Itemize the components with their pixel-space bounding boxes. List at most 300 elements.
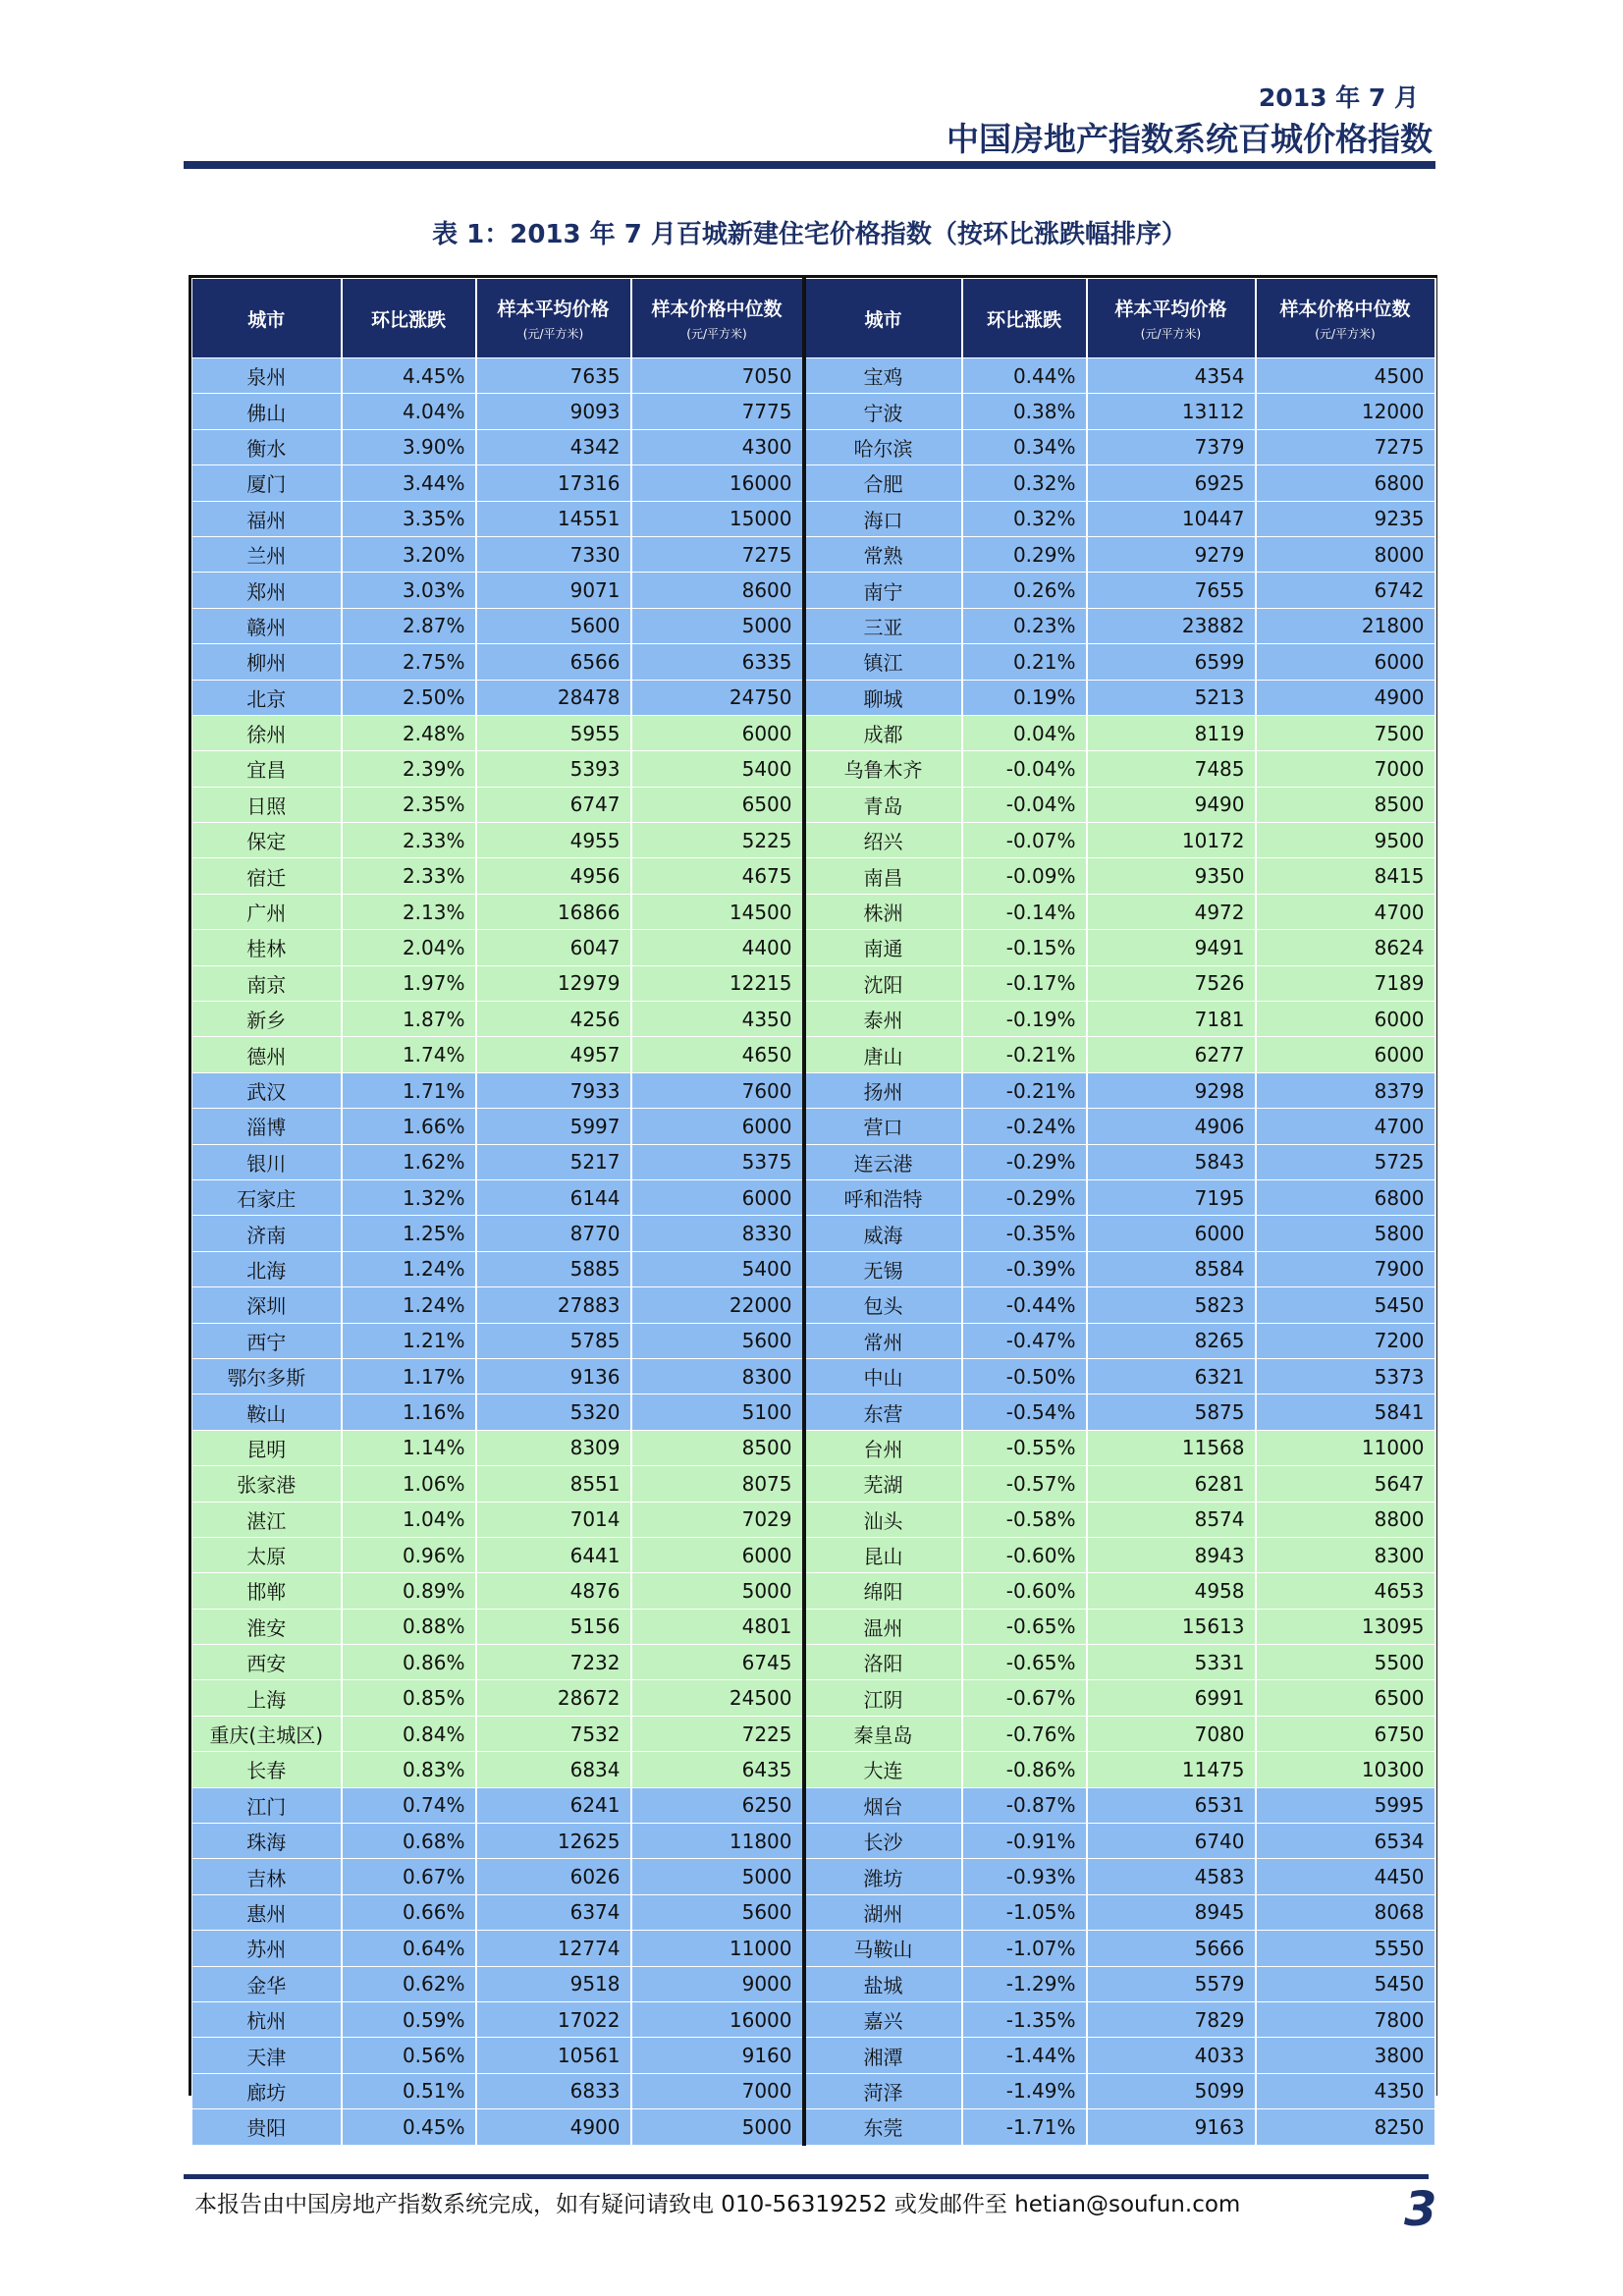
cell-median-price: 22000 (631, 1287, 804, 1323)
cell-avg-price: 14551 (476, 501, 631, 536)
cell-change: 2.35% (342, 787, 476, 822)
cell-median-price: 8415 (1256, 858, 1435, 894)
cell-change: -0.86% (962, 1752, 1087, 1787)
cell-change: 1.04% (342, 1502, 476, 1537)
table-row (192, 1824, 1435, 1859)
cell-change: 1.17% (342, 1358, 476, 1394)
cell-median-price: 6745 (631, 1645, 804, 1680)
cell-change: 2.13% (342, 894, 476, 929)
cell-change: 0.21% (962, 644, 1087, 680)
cell-median-price: 6750 (1256, 1716, 1435, 1751)
cell-avg-price: 5579 (1087, 1966, 1256, 2001)
cell-median-price: 4300 (631, 429, 804, 465)
table-row (192, 1216, 1435, 1251)
cell-change: -0.21% (962, 1072, 1087, 1108)
cell-median-price: 13095 (1256, 1609, 1435, 1644)
cell-change: 0.59% (342, 2001, 476, 2037)
cell-city: 湘潭 (804, 2038, 962, 2073)
cell-change: -0.65% (962, 1645, 1087, 1680)
cell-median-price: 8624 (1256, 930, 1435, 965)
cell-change: -0.24% (962, 1109, 1087, 1144)
cell-median-price: 7275 (1256, 429, 1435, 465)
cell-avg-price: 5823 (1087, 1287, 1256, 1323)
cell-city: 三亚 (804, 608, 962, 643)
table-row (192, 1931, 1435, 1966)
cell-city: 珠海 (192, 1824, 342, 1859)
cell-avg-price: 7195 (1087, 1179, 1256, 1215)
cell-avg-price: 5099 (1087, 2073, 1256, 2108)
cell-change: 0.96% (342, 1537, 476, 1572)
col-header-avg-price (476, 279, 631, 358)
cell-median-price: 5647 (1256, 1466, 1435, 1502)
cell-change: 1.87% (342, 1002, 476, 1037)
cell-avg-price: 6374 (476, 1894, 631, 1930)
cell-avg-price: 6925 (1087, 465, 1256, 501)
cell-avg-price: 5156 (476, 1609, 631, 1644)
cell-change: 0.86% (342, 1645, 476, 1680)
cell-median-price: 4700 (1256, 1109, 1435, 1144)
cell-median-price: 11000 (631, 1931, 804, 1966)
cell-avg-price: 9163 (1087, 2109, 1256, 2145)
table-row (192, 858, 1435, 894)
cell-change: -0.39% (962, 1251, 1087, 1286)
cell-change: -0.15% (962, 930, 1087, 965)
cell-avg-price: 10561 (476, 2038, 631, 2073)
table-row (192, 715, 1435, 750)
cell-change: -0.55% (962, 1430, 1087, 1465)
cell-avg-price: 9093 (476, 394, 631, 429)
cell-median-price: 8300 (1256, 1537, 1435, 1572)
cell-avg-price: 5217 (476, 1144, 631, 1179)
cell-median-price: 12000 (1256, 394, 1435, 429)
col-header-unit: (元/平方米) (1315, 327, 1376, 341)
cell-avg-price: 6000 (1087, 1216, 1256, 1251)
cell-avg-price: 8945 (1087, 1894, 1256, 1930)
col-header-avg-price-label: 样本平均价格 (1114, 299, 1227, 320)
cell-median-price: 6500 (631, 787, 804, 822)
cell-city: 苏州 (192, 1931, 342, 1966)
cell-change: -0.57% (962, 1466, 1087, 1502)
cell-avg-price: 7829 (1087, 2001, 1256, 2037)
cell-avg-price: 23882 (1087, 608, 1256, 643)
cell-change: -0.09% (962, 858, 1087, 894)
cell-avg-price: 4876 (476, 1573, 631, 1609)
cell-median-price: 6500 (1256, 1680, 1435, 1716)
cell-city: 南宁 (804, 573, 962, 608)
cell-change: 3.35% (342, 501, 476, 536)
cell-city: 西安 (192, 1645, 342, 1680)
table-row (192, 1430, 1435, 1465)
cell-avg-price: 4957 (476, 1037, 631, 1072)
cell-city: 呼和浩特 (804, 1179, 962, 1215)
cell-median-price: 5100 (631, 1394, 804, 1430)
cell-change: 0.44% (962, 358, 1087, 394)
cell-median-price: 7200 (1256, 1323, 1435, 1358)
cell-median-price: 5000 (631, 1573, 804, 1609)
col-header-unit: (元/平方米) (1140, 327, 1202, 341)
cell-change: 2.39% (342, 751, 476, 787)
cell-city: 日照 (192, 787, 342, 822)
cell-city: 温州 (804, 1609, 962, 1644)
table-row (192, 1002, 1435, 1037)
col-header-median-price (1256, 279, 1435, 358)
cell-avg-price: 8574 (1087, 1502, 1256, 1537)
col-header-median-price-label: 样本价格中位数 (1279, 299, 1411, 320)
col-header-city: 城市 (192, 279, 342, 358)
cell-median-price: 6000 (1256, 644, 1435, 680)
cell-city: 大连 (804, 1752, 962, 1787)
cell-median-price: 6250 (631, 1787, 804, 1823)
cell-city: 绵阳 (804, 1573, 962, 1609)
cell-avg-price: 4956 (476, 858, 631, 894)
cell-change: 1.21% (342, 1323, 476, 1358)
cell-avg-price: 6991 (1087, 1680, 1256, 1716)
cell-median-price: 16000 (631, 465, 804, 501)
cell-avg-price: 11568 (1087, 1430, 1256, 1465)
cell-change: 0.68% (342, 1824, 476, 1859)
cell-city: 宝鸡 (804, 358, 962, 394)
cell-city: 金华 (192, 1966, 342, 2001)
cell-median-price: 4650 (631, 1037, 804, 1072)
cell-change: -0.60% (962, 1537, 1087, 1572)
cell-city: 包头 (804, 1287, 962, 1323)
cell-city: 菏泽 (804, 2073, 962, 2108)
cell-avg-price: 8265 (1087, 1323, 1256, 1358)
cell-median-price: 8600 (631, 573, 804, 608)
cell-city: 郑州 (192, 573, 342, 608)
cell-change: 2.48% (342, 715, 476, 750)
table-row (192, 1752, 1435, 1787)
cell-avg-price: 5875 (1087, 1394, 1256, 1430)
cell-city: 邯郸 (192, 1573, 342, 1609)
cell-city: 上海 (192, 1680, 342, 1716)
cell-avg-price: 13112 (1087, 394, 1256, 429)
cell-avg-price: 10447 (1087, 501, 1256, 536)
cell-change: 1.14% (342, 1430, 476, 1465)
cell-avg-price: 6566 (476, 644, 631, 680)
cell-median-price: 5600 (631, 1894, 804, 1930)
cell-avg-price: 5997 (476, 1109, 631, 1144)
cell-median-price: 6000 (631, 1109, 804, 1144)
cell-city: 德州 (192, 1037, 342, 1072)
cell-city: 宜昌 (192, 751, 342, 787)
cell-city: 银川 (192, 1144, 342, 1179)
table-row (192, 1716, 1435, 1751)
cell-median-price: 6800 (1256, 1179, 1435, 1215)
cell-change: -0.76% (962, 1716, 1087, 1751)
cell-change: 1.74% (342, 1037, 476, 1072)
cell-median-price: 5550 (1256, 1931, 1435, 1966)
cell-change: 0.64% (342, 1931, 476, 1966)
cell-median-price: 5600 (631, 1323, 804, 1358)
cell-avg-price: 5843 (1087, 1144, 1256, 1179)
cell-change: 3.03% (342, 573, 476, 608)
col-header-avg-price-label: 样本平均价格 (497, 299, 610, 320)
cell-city: 江阴 (804, 1680, 962, 1716)
cell-city: 长沙 (804, 1824, 962, 1859)
cell-change: -0.60% (962, 1573, 1087, 1609)
cell-median-price: 8075 (631, 1466, 804, 1502)
cell-city: 衡水 (192, 429, 342, 465)
cell-avg-price: 6277 (1087, 1037, 1256, 1072)
cell-avg-price: 10172 (1087, 823, 1256, 858)
cell-city: 汕头 (804, 1502, 962, 1537)
cell-median-price: 9500 (1256, 823, 1435, 858)
table-row (192, 1573, 1435, 1609)
table-row (192, 608, 1435, 643)
cell-median-price: 6800 (1256, 465, 1435, 501)
cell-avg-price: 11475 (1087, 1752, 1256, 1787)
cell-city: 南通 (804, 930, 962, 965)
table-row (192, 1394, 1435, 1430)
footer-note: 本报告由中国房地产指数系统完成，如有疑问请致电 010-56319252 或发邮件至 hetian@soufun.com (194, 2192, 1241, 2217)
cell-city: 江门 (192, 1787, 342, 1823)
cell-city: 营口 (804, 1109, 962, 1144)
cell-avg-price: 4033 (1087, 2038, 1256, 2073)
cell-avg-price: 9136 (476, 1358, 631, 1394)
cell-city: 北京 (192, 680, 342, 715)
cell-avg-price: 6047 (476, 930, 631, 965)
cell-city: 合肥 (804, 465, 962, 501)
cell-change: 0.51% (342, 2073, 476, 2108)
cell-change: 2.33% (342, 858, 476, 894)
cell-city: 连云港 (804, 1144, 962, 1179)
cell-change: 0.88% (342, 1609, 476, 1644)
cell-change: 1.62% (342, 1144, 476, 1179)
table-row (192, 1037, 1435, 1072)
cell-city: 中山 (804, 1358, 962, 1394)
cell-avg-price: 27883 (476, 1287, 631, 1323)
cell-median-price: 15000 (631, 501, 804, 536)
cell-change: -0.07% (962, 823, 1087, 858)
table-row (192, 1144, 1435, 1179)
cell-median-price: 9160 (631, 2038, 804, 2073)
cell-change: 2.33% (342, 823, 476, 858)
cell-city: 石家庄 (192, 1179, 342, 1215)
cell-city: 无锡 (804, 1251, 962, 1286)
table-row (192, 573, 1435, 608)
table-row (192, 2001, 1435, 2037)
cell-avg-price: 5785 (476, 1323, 631, 1358)
cell-avg-price: 5666 (1087, 1931, 1256, 1966)
cell-avg-price: 16866 (476, 894, 631, 929)
cell-avg-price: 8309 (476, 1430, 631, 1465)
cell-avg-price: 6834 (476, 1752, 631, 1787)
table-row (192, 1072, 1435, 1108)
cell-avg-price: 4900 (476, 2109, 631, 2145)
cell-median-price: 7000 (631, 2073, 804, 2108)
cell-city: 廊坊 (192, 2073, 342, 2108)
cell-avg-price: 6241 (476, 1787, 631, 1823)
cell-change: 0.34% (962, 429, 1087, 465)
cell-median-price: 12215 (631, 965, 804, 1001)
cell-avg-price: 7080 (1087, 1716, 1256, 1751)
cell-city: 唐山 (804, 1037, 962, 1072)
cell-avg-price: 9071 (476, 573, 631, 608)
cell-median-price: 7800 (1256, 2001, 1435, 2037)
cell-change: -0.14% (962, 894, 1087, 929)
cell-median-price: 3800 (1256, 2038, 1435, 2073)
cell-change: -0.19% (962, 1002, 1087, 1037)
cell-median-price: 5400 (631, 751, 804, 787)
cell-avg-price: 7232 (476, 1645, 631, 1680)
cell-city: 桂林 (192, 930, 342, 965)
cell-change: 0.45% (342, 2109, 476, 2145)
table-row (192, 1894, 1435, 1930)
cell-city: 天津 (192, 2038, 342, 2073)
cell-city: 湛江 (192, 1502, 342, 1537)
cell-avg-price: 6281 (1087, 1466, 1256, 1502)
cell-median-price: 6742 (1256, 573, 1435, 608)
page-number: 3 (1404, 2182, 1437, 2237)
col-header-unit: (元/平方米) (686, 327, 747, 341)
cell-city: 淮安 (192, 1609, 342, 1644)
cell-city: 潍坊 (804, 1859, 962, 1894)
cell-city: 镇江 (804, 644, 962, 680)
cell-median-price: 8500 (631, 1430, 804, 1465)
cell-change: 1.25% (342, 1216, 476, 1251)
cell-median-price: 5000 (631, 2109, 804, 2145)
cell-median-price: 4350 (1256, 2073, 1435, 2108)
cell-city: 南京 (192, 965, 342, 1001)
table-row (192, 1251, 1435, 1286)
cell-city: 嘉兴 (804, 2001, 962, 2037)
cell-change: 0.67% (342, 1859, 476, 1894)
cell-change: 0.38% (962, 394, 1087, 429)
cell-change: 1.24% (342, 1251, 476, 1286)
report-date: 2013 年 7 月 (1258, 83, 1419, 112)
cell-change: -0.35% (962, 1216, 1087, 1251)
cell-median-price: 5000 (631, 608, 804, 643)
cell-city: 西宁 (192, 1323, 342, 1358)
cell-city: 福州 (192, 501, 342, 536)
cell-change: -0.29% (962, 1144, 1087, 1179)
cell-median-price: 7050 (631, 358, 804, 394)
cell-city: 秦皇岛 (804, 1716, 962, 1751)
cell-city: 洛阳 (804, 1645, 962, 1680)
cell-change: 0.74% (342, 1787, 476, 1823)
cell-avg-price: 4256 (476, 1002, 631, 1037)
cell-city: 东营 (804, 1394, 962, 1430)
cell-avg-price: 8943 (1087, 1537, 1256, 1572)
header-divider (184, 161, 1435, 169)
cell-city: 青岛 (804, 787, 962, 822)
cell-median-price: 8800 (1256, 1502, 1435, 1537)
cell-change: -0.44% (962, 1287, 1087, 1323)
cell-avg-price: 6833 (476, 2073, 631, 2108)
cell-avg-price: 4583 (1087, 1859, 1256, 1894)
cell-avg-price: 5885 (476, 1251, 631, 1286)
table-row (192, 1787, 1435, 1823)
table-row (192, 751, 1435, 787)
cell-city: 广州 (192, 894, 342, 929)
report-title: 中国房地产指数系统百城价格指数 (947, 120, 1433, 158)
cell-city: 徐州 (192, 715, 342, 750)
cell-median-price: 5995 (1256, 1787, 1435, 1823)
cell-median-price: 4500 (1256, 358, 1435, 394)
table-row (192, 965, 1435, 1001)
cell-city: 新乡 (192, 1002, 342, 1037)
table-row (192, 1358, 1435, 1394)
footer-divider (184, 2174, 1429, 2179)
cell-change: -0.87% (962, 1787, 1087, 1823)
cell-median-price: 4350 (631, 1002, 804, 1037)
cell-city: 武汉 (192, 1072, 342, 1108)
table-row (192, 1502, 1435, 1537)
table-row (192, 894, 1435, 929)
cell-median-price: 4900 (1256, 680, 1435, 715)
cell-change: -0.50% (962, 1358, 1087, 1394)
cell-change: 1.66% (342, 1109, 476, 1144)
cell-city: 南昌 (804, 858, 962, 894)
cell-city: 昆山 (804, 1537, 962, 1572)
cell-median-price: 4653 (1256, 1573, 1435, 1609)
cell-change: -0.47% (962, 1323, 1087, 1358)
cell-change: 0.56% (342, 2038, 476, 2073)
cell-change: 2.50% (342, 680, 476, 715)
table-row (192, 429, 1435, 465)
cell-avg-price: 6740 (1087, 1824, 1256, 1859)
cell-change: -0.58% (962, 1502, 1087, 1537)
table-row (192, 536, 1435, 572)
cell-avg-price: 5955 (476, 715, 631, 750)
table-row (192, 501, 1435, 536)
cell-median-price: 7775 (631, 394, 804, 429)
col-header-avg-price (1087, 279, 1256, 358)
cell-median-price: 5400 (631, 1251, 804, 1286)
cell-city: 柳州 (192, 644, 342, 680)
cell-median-price: 4450 (1256, 1859, 1435, 1894)
table-row (192, 465, 1435, 501)
table-row (192, 930, 1435, 965)
cell-change: 1.32% (342, 1179, 476, 1215)
col-header-median-price-label: 样本价格中位数 (651, 299, 783, 320)
cell-city: 马鞍山 (804, 1931, 962, 1966)
cell-avg-price: 7532 (476, 1716, 631, 1751)
cell-median-price: 6534 (1256, 1824, 1435, 1859)
cell-city: 聊城 (804, 680, 962, 715)
cell-avg-price: 9350 (1087, 858, 1256, 894)
cell-median-price: 8068 (1256, 1894, 1435, 1930)
table-row (192, 644, 1435, 680)
cell-median-price: 5841 (1256, 1394, 1435, 1430)
cell-city: 盐城 (804, 1966, 962, 2001)
cell-change: -0.67% (962, 1680, 1087, 1716)
table-row (192, 1859, 1435, 1894)
cell-avg-price: 8770 (476, 1216, 631, 1251)
cell-median-price: 14500 (631, 894, 804, 929)
cell-city: 北海 (192, 1251, 342, 1286)
cell-median-price: 4675 (631, 858, 804, 894)
cell-median-price: 4400 (631, 930, 804, 965)
table-row (192, 1109, 1435, 1144)
cell-city: 台州 (804, 1430, 962, 1465)
cell-avg-price: 8584 (1087, 1251, 1256, 1286)
cell-median-price: 7500 (1256, 715, 1435, 750)
cell-city: 绍兴 (804, 823, 962, 858)
cell-avg-price: 6441 (476, 1537, 631, 1572)
cell-avg-price: 12625 (476, 1824, 631, 1859)
cell-city: 泰州 (804, 1002, 962, 1037)
cell-median-price: 6000 (631, 715, 804, 750)
col-header-unit: (元/平方米) (522, 327, 584, 341)
cell-avg-price: 4354 (1087, 358, 1256, 394)
cell-avg-price: 6599 (1087, 644, 1256, 680)
cell-change: 0.26% (962, 573, 1087, 608)
cell-median-price: 9000 (631, 1966, 804, 2001)
cell-median-price: 4801 (631, 1609, 804, 1644)
cell-avg-price: 8551 (476, 1466, 631, 1502)
